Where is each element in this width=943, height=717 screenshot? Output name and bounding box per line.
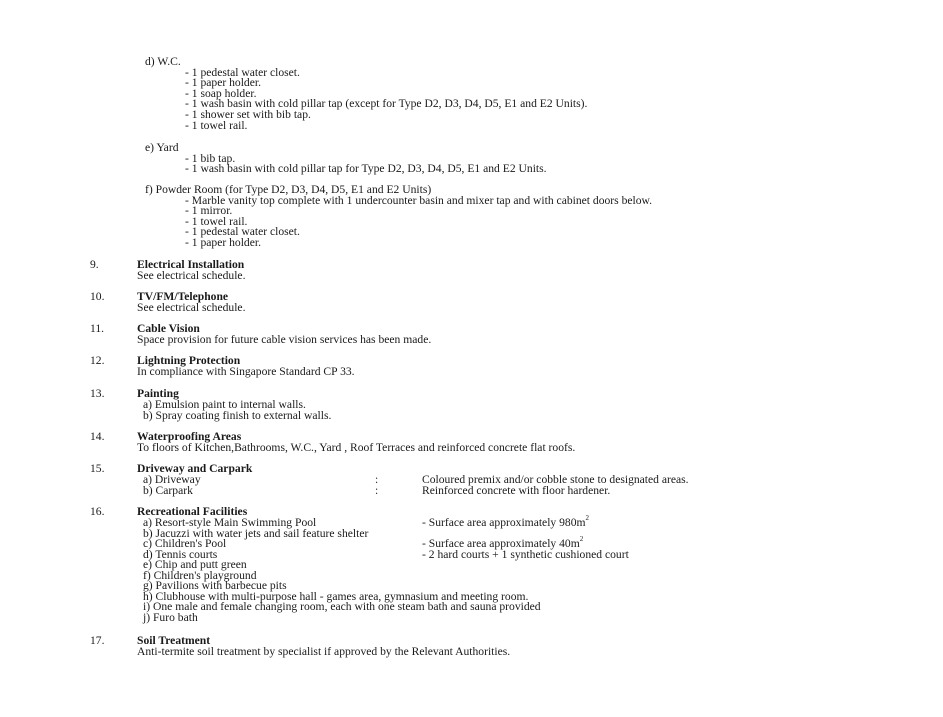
section-text: In compliance with Singapore Standard CP 33. bbox=[137, 365, 355, 378]
list-item: - 1 shower set with bib tap. bbox=[185, 107, 311, 121]
row-colon: : bbox=[375, 473, 379, 486]
section-11 bbox=[0, 324, 943, 348]
list-item: - 1 wash basin with cold pillar tap (except for Type D2, D3, D4, D5, E1 and E2 Units). bbox=[185, 97, 588, 111]
facility-item: a) Resort-style Main Swimming Pool bbox=[143, 516, 317, 529]
yard-title: e) Yard bbox=[145, 141, 179, 154]
list-item: - 1 pedestal water closet. bbox=[185, 65, 300, 79]
powder-room-section bbox=[145, 185, 652, 249]
section-heading: Lightning Protection bbox=[137, 354, 241, 367]
section-9 bbox=[0, 260, 943, 284]
section-heading: Cable Vision bbox=[137, 322, 200, 335]
list-item: - 1 mirror. bbox=[185, 204, 233, 218]
section-12 bbox=[0, 356, 943, 380]
section-number: 9. bbox=[90, 258, 99, 271]
section-heading: TV/FM/Telephone bbox=[137, 290, 229, 303]
section-13 bbox=[0, 389, 943, 423]
section-number: 10. bbox=[90, 290, 105, 303]
section-14 bbox=[0, 432, 943, 456]
section-heading: Painting bbox=[137, 387, 179, 400]
section-heading: Recreational Facilities bbox=[137, 505, 248, 518]
section-text: See electrical schedule. bbox=[137, 301, 246, 314]
list-item: - 1 towel rail. bbox=[185, 214, 248, 228]
section-10 bbox=[0, 292, 943, 316]
section-text: Space provision for future cable vision services has been made. bbox=[137, 333, 432, 346]
facility-item: f) Children's playground bbox=[143, 568, 257, 582]
row-colon: : bbox=[375, 484, 379, 497]
facility-item: e) Chip and putt green bbox=[143, 558, 247, 571]
section-16 bbox=[0, 507, 943, 629]
section-15 bbox=[0, 464, 943, 498]
facility-item: d) Tennis courts bbox=[143, 547, 218, 561]
section-heading: Soil Treatment bbox=[137, 634, 211, 647]
facility-item: b) Jacuzzi with water jets and sail feature shelter bbox=[143, 526, 369, 540]
section-number: 11. bbox=[90, 322, 105, 335]
section-number: 15. bbox=[90, 462, 105, 475]
section-number: 12. bbox=[90, 354, 105, 367]
facility-item: g) Pavilions with barbecue pits bbox=[143, 579, 287, 592]
list-item: - 1 bib tap. bbox=[185, 151, 236, 165]
list-item: - 1 paper holder. bbox=[185, 76, 261, 90]
powder-room-title: f) Powder Room (for Type D2, D3, D4, D5, E1 and E2 Units) bbox=[145, 183, 432, 196]
wc-section bbox=[145, 57, 587, 131]
facility-note: - Surface area approximately $980m^2$ bbox=[422, 514, 590, 529]
facility-note: - Surface area approximately $40m^2$ bbox=[422, 535, 584, 550]
section-text: See electrical schedule. bbox=[137, 269, 246, 282]
yard-section bbox=[145, 143, 547, 175]
list-item: - 1 paper holder. bbox=[185, 235, 261, 249]
section-heading: Electrical Installation bbox=[137, 258, 245, 271]
list-item: - 1 pedestal water closet. bbox=[185, 225, 300, 239]
section-number: 17. bbox=[90, 634, 105, 647]
wc-title: d) W.C. bbox=[145, 55, 181, 68]
section-number: 16. bbox=[90, 505, 105, 518]
facility-item: c) Children's Pool bbox=[143, 537, 227, 550]
row-label: a) Driveway bbox=[143, 473, 201, 486]
row-value: Coloured premix and/or cobble stone to designated areas. bbox=[422, 473, 689, 486]
section-number: 13. bbox=[90, 387, 105, 400]
section-heading: Driveway and Carpark bbox=[137, 462, 253, 475]
facility-note: - 2 hard courts + 1 synthetic cushioned court bbox=[422, 547, 629, 561]
facility-item: j) Furo bath bbox=[143, 610, 198, 624]
section-text: To floors of Kitchen,Bathrooms, W.C., Yard , Roof Terraces and reinforced concrete flat roofs. bbox=[137, 441, 576, 454]
list-item: - Marble vanity top complete with 1 undercounter basin and mixer tap and with cabinet doors below. bbox=[185, 193, 653, 207]
list-item: a) Emulsion paint to internal walls. bbox=[143, 398, 306, 411]
list-item: - 1 soap holder. bbox=[185, 86, 257, 100]
facility-item: i) One male and female changing room, each with one steam bath and sauna provided bbox=[143, 600, 541, 613]
section-text: Anti-termite soil treatment by specialist if approved by the Relevant Authorities. bbox=[137, 645, 511, 658]
section-number: 14. bbox=[90, 430, 105, 443]
facility-item: h) Clubhouse with multi-purpose hall - games area, gymnasium and meeting room. bbox=[143, 589, 529, 603]
list-item: - 1 wash basin with cold pillar tap for Type D2, D3, D4, D5, E1 and E2 Units. bbox=[185, 162, 547, 176]
section-17 bbox=[0, 636, 943, 660]
list-item: b) Spray coating finish to external walls. bbox=[143, 409, 332, 422]
section-heading: Waterproofing Areas bbox=[137, 430, 242, 443]
row-value: Reinforced concrete with floor hardener. bbox=[422, 484, 611, 497]
row-label: b) Carpark bbox=[143, 484, 193, 497]
list-item: - 1 towel rail. bbox=[185, 118, 248, 132]
